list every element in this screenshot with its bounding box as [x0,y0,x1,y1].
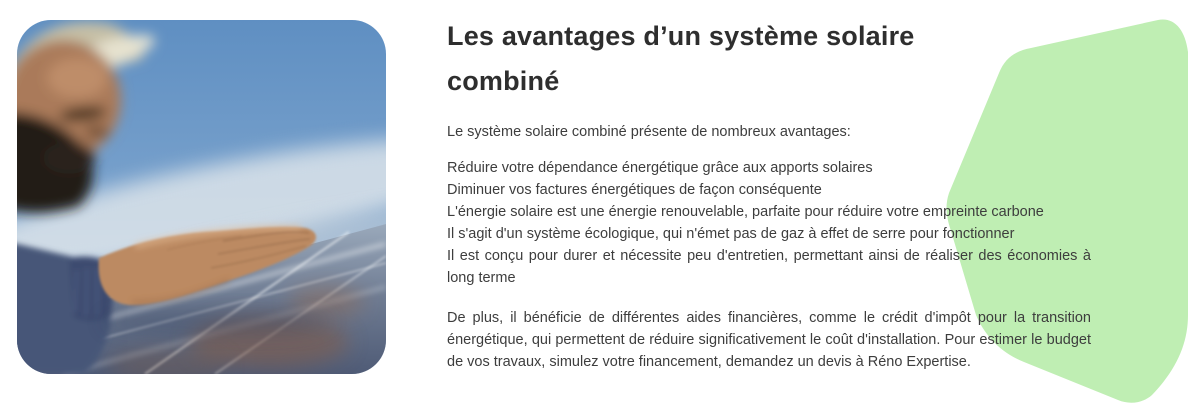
advantage-line: Réduire votre dépendance énergétique grâce aux apports solaires [447,160,873,176]
advantage-line: L'énergie solaire est une énergie renouvelable, parfaite pour réduire votre empreinte carbone [447,204,1044,220]
advantage-line: Il est conçu pour durer et nécessite peu d'entretien, permettant ainsi de réaliser des économies à long terme [447,248,1091,286]
outro-paragraph: De plus, il bénéficie de différentes aides financières, comme le crédit d'impôt pour la transition énergétique, qui permettent de réduire significativement le coût d'installation. Pour estimer le budget de vos travaux, simulez votre financement, demandez un devis à Réno Expertise. [447,310,1091,370]
advantages-list [447,157,1091,289]
intro-paragraph: Le système solaire combiné présente de nombreux avantages: [447,124,851,140]
solar-panel-photo [17,20,386,374]
solar-panel-photo-illustration [17,20,386,374]
advantages-section [447,14,1091,373]
section-title: Les avantages d’un système solaire combiné [447,21,915,96]
advantage-line: Diminuer vos factures énergétiques de façon conséquente [447,182,822,198]
hand-shadow [102,309,332,335]
advantage-line: Il s'agit d'un système écologique, qui n'émet pas de gaz à effet de serre pour fonctionner [447,226,1015,242]
